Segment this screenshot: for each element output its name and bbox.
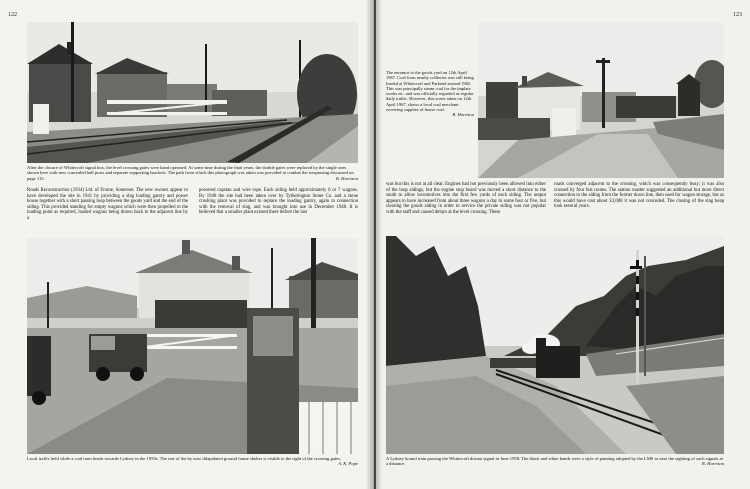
coal-train-crossing-photo [27, 238, 358, 454]
bottom-photo-caption-text: Local traffic held while a coal train heads towards Lydney in the 1950s. The rest of the by now dilapidated ground frame shelter is visible to the right of the crossing gates. [27, 456, 342, 461]
goods-yard-side-credit: R. Harrison [452, 112, 474, 118]
goods-yard-side-text [386, 70, 474, 118]
goods-yard-side-text-body: The entrance to the goods yard on 12th April 1967. Coal from nearby collieries was still being loaded at Whitecroft and Parkend around 1965. This was principally steam coal for the tinplate works etc. and was officially regarded as regular daily traffic. However, this scene taken on 12th April 1967, shows a local coal merchant receiving supplies of house coal. [386, 70, 474, 113]
goods-yard-entrance-photo-image [478, 22, 724, 178]
level-crossing-photo [27, 22, 358, 163]
top-photo-credit: R. Harrison [336, 175, 358, 181]
distant-signal-credit: R. Harrison [702, 461, 724, 467]
book-gutter [366, 0, 382, 489]
left-page [0, 0, 374, 489]
right-page-number: 123 [733, 12, 742, 18]
coal-train-crossing-photo-image [27, 238, 358, 454]
bottom-photo-caption [27, 456, 358, 467]
right-page [376, 0, 750, 489]
level-crossing-photo-image [27, 22, 358, 163]
distant-signal-train-photo [386, 236, 724, 454]
top-photo-caption-text: After the closure of Whitecroft signal box, the level crossing gates were hand operated. At some time during the final years, the double gates were replaced by the single ones shown here with new concealed ball posts and separate supporting brackets. The path from which this photograph was taken was provided to combat the trespassing discussed on page 115. [27, 165, 354, 181]
right-column-1-paragraph: was but this is not at all clear. Engines had not previously been allowed into either of the loop sidings, but the engine stop board was moved a short distance to the south to allow locomotives into the first few yards of each siding. The output appears to have increased from about three wagons a day to some four or five, but clearing the goods siding in order to service the private siding was not popular with the staff and caused delays at the level crossing. These [386, 182, 546, 215]
goods-yard-entrance-photo [478, 22, 724, 178]
left-column-1-paragraph: Roads Reconstruction (1934) Ltd. of Frome, Somerset. The new owners appear to have developed the site in 1941 by providing a slag loading gantry and power house together with a short passing loop between the goods yard and the end of the siding. This provided standing for empty wagons which were then propelled to the loading point as required, loaded wagons being drawn back to the adjacent line by a [27, 188, 188, 221]
top-photo-caption [27, 165, 358, 181]
right-text-column-1 [386, 182, 546, 217]
right-column-2-paragraph: roads converged adjacent to the crossing, which was consequently busy; it was also crossed by four bus routes. The station master suggested an additional but more direct connection to the siding from the former down line, then used for wagon storage, but as this would have cost about £3,000 it was not conceded. The closing of the slag heap took several years. [554, 182, 724, 210]
bottom-photo-credit: A. K. Pope [338, 461, 358, 467]
distant-signal-caption [386, 456, 724, 467]
left-column-2-paragraph: powered capstan and wire rope. Each siding held approximately 6 or 7 wagons. By 1948 the site had been taken over by Tytherington Stone Co. and a stone crushing plant was provided to replace the loading gantry, again in connection with the removal of slag, and was brought into use in December 1948. It is believed that a smaller plant existed there before the last [199, 188, 358, 216]
distant-signal-train-photo-image [386, 236, 724, 454]
left-text-column-2 [199, 188, 358, 217]
right-text-column-2 [554, 182, 724, 211]
left-text-column-1 [27, 188, 188, 223]
distant-signal-caption-text: A Lydney bound train passing the Whitecroft distant signal in June 1958. The black and white bands were a style of painting adopted by the LMS to ease the sighting of such signals at a distance. [386, 456, 723, 467]
left-page-number: 122 [8, 12, 17, 18]
